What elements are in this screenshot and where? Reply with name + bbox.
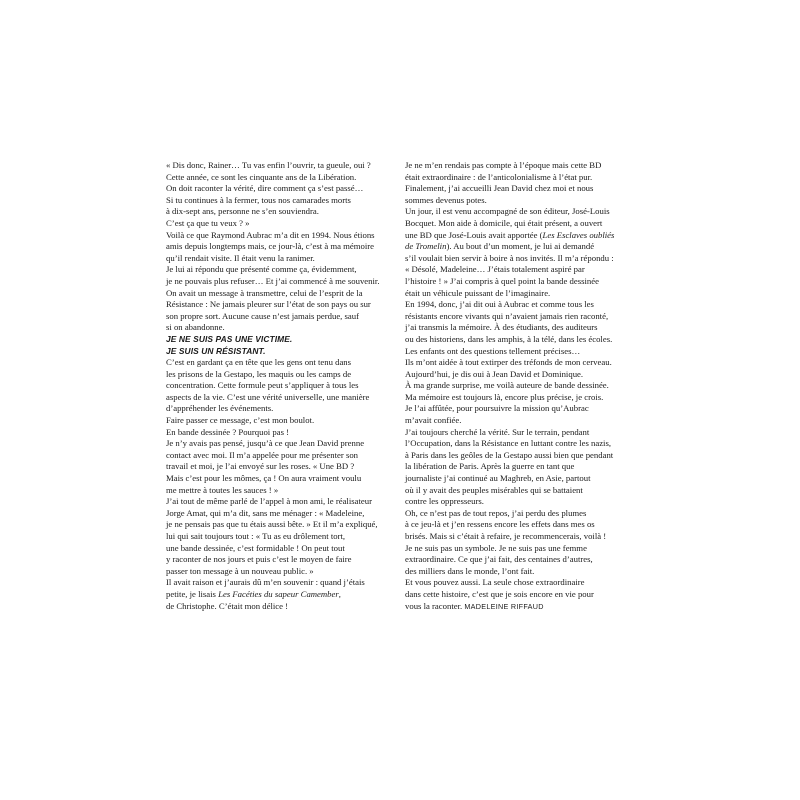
text-line: sommes devenus potes.	[405, 194, 487, 205]
text-line: contre les oppresseurs.	[405, 496, 484, 507]
text-line: d’appréhender les événements.	[166, 403, 274, 414]
text-segment: une BD que José-Louis avait apportée (	[405, 229, 543, 240]
text-line: On avait un message à transmettre, celui de l’esprit de la	[166, 287, 363, 298]
text-line: résistants encore vivants qui n’avaient jamais rien raconté,	[405, 310, 609, 321]
text-line: lui qui sait toujours tout : « Tu as eu drôlement tort,	[166, 531, 346, 541]
text-line: Jorge Amat, qui m’a dit, sans me ménager : « Madeleine,	[166, 507, 365, 518]
text-segment: vous la raconter.	[405, 600, 465, 611]
text-line: Aujourd’hui, je dis oui à Jean David et Dominique.	[405, 368, 584, 379]
text-line: passer ton message à un nouveau public. »	[166, 565, 314, 576]
text-line: Les enfants ont des questions tellement précises…	[405, 345, 581, 356]
text-line: concentration. Cette formule peut s’appliquer à tous les	[166, 380, 359, 391]
text-line: j’ai transmis la mémoire. À des étudiants, des auditeurs	[405, 322, 598, 333]
text-line: dans cette histoire, c’est que je sois encore en vie pour	[405, 588, 594, 599]
text-line: son propre sort. Aucune cause n’est jamais perdue, sauf	[166, 310, 359, 321]
text-line: Mais c’est pour les mômes, ça ! On aura vraiment voulu	[166, 473, 362, 484]
text-line: Si tu continues à la fermer, tous nos camarades morts	[166, 194, 351, 205]
text-line: les prisons de la Gestapo, les maquis ou les camps de	[166, 368, 352, 379]
text-line: Un jour, il est venu accompagné de son éditeur, José-Louis	[405, 206, 610, 217]
text-line	[166, 589, 398, 601]
text-line: m’avait confiée.	[405, 415, 462, 426]
text-line: C’est en gardant ça en tête que les gens ont tenu dans	[166, 357, 352, 368]
text-line: de Christophe. C’était mon délice !	[166, 600, 289, 611]
text-line	[405, 601, 643, 613]
text-line: ou des historiens, dans les amphis, à la télé, dans les écoles.	[405, 333, 613, 344]
text-line: Il avait raison et j’aurais dû m’en souvenir : quand j’étais	[166, 577, 365, 588]
text-line: à dix-sept ans, personne ne s’en souviendra.	[166, 206, 319, 217]
text-line	[405, 230, 643, 242]
text-line: Ma mémoire est toujours là, encore plus précise, je crois.	[405, 391, 604, 402]
book-title: Les Facéties du sapeur Camember	[218, 588, 339, 599]
text-segment: petite, je lisais	[166, 588, 219, 599]
text-line: était un véhicule puissant de l’imaginaire.	[405, 287, 551, 298]
text-line: à ce jeu-là et j’en ressens encore les effets dans mes os	[405, 519, 595, 530]
text-line: À ma grande surprise, me voilà auteure de bande dessinée.	[405, 380, 609, 391]
text-line: En 1994, donc, j’ai dit oui à Aubrac et comme tous les	[405, 299, 594, 310]
text-line: Voilà ce que Raymond Aubrac m’a dit en 1994. Nous étions	[166, 229, 375, 240]
emphasis-line: JE SUIS UN RÉSISTANT.	[166, 345, 266, 356]
text-line: Je n’y avais pas pensé, jusqu’à ce que Jean David prenne	[166, 438, 365, 449]
text-line: C’est ça que tu veux ? »	[166, 217, 250, 228]
text-line: une bande dessinée, c’est formidable ! On peut tout	[166, 542, 345, 553]
text-line: était extraordinaire : de l’anticolonialisme à l’état pur.	[405, 171, 593, 182]
text-line: extraordinaire. Ce que j’ai fait, des centaines d’autres,	[405, 554, 593, 565]
text-line: « Désolé, Madeleine… J’étais totalement aspiré par	[405, 264, 585, 275]
text-line: Oh, ce n’est pas de tout repos, j’ai perdu des plumes	[405, 507, 587, 518]
text-line: contact avec moi. Il m’a appelée pour me présenter son	[166, 449, 359, 460]
text-line: Cette année, ce sont les cinquante ans de la Libération.	[166, 171, 357, 182]
text-line: « Dis donc, Rainer… Tu vas enfin l’ouvrir, ta gueule, oui ?	[166, 160, 371, 170]
text-segment: ,	[338, 588, 341, 599]
text-column-right	[405, 160, 643, 612]
text-line: Je ne suis pas un symbole. Je ne suis pas une femme	[405, 542, 587, 553]
text-line: Résistance : Ne jamais pleurer sur l’état de son pays ou sur	[166, 299, 371, 310]
text-line: des milliers dans le monde, l’ont fait.	[405, 565, 535, 576]
text-line: Finalement, j’ai accueilli Jean David chez moi et nous	[405, 183, 594, 194]
emphasis-line: JE NE SUIS PAS UNE VICTIME.	[166, 333, 293, 344]
text-line: J’ai toujours cherché la vérité. Sur le terrain, pendant	[405, 426, 590, 437]
author-signature: MADELEINE RIFFAUD	[464, 601, 544, 611]
text-line: je ne pouvais plus refuser… Et j’ai commencé à me souvenir.	[166, 275, 380, 286]
text-line: Je lui ai répondu que présenté comme ça, évidemment,	[166, 264, 357, 275]
text-line: J’ai tout de même parlé de l’appel à mon ami, le réalisateur	[166, 496, 373, 507]
text-line: s’il voulait bien servir à boire à nos invités. Il m’a répondu :	[405, 252, 614, 263]
text-line: Et vous pouvez aussi. La seule chose extraordinaire	[405, 577, 585, 588]
text-line: à Paris dans les geôles de la Gestapo aussi bien que pendant	[405, 449, 614, 460]
text-line: travail et moi, je l’ai envoyé sur les roses. « Une BD ?	[166, 461, 355, 472]
text-line: amis depuis longtemps mais, ce jour-là, c’est à ma mémoire	[166, 241, 375, 252]
text-line: Ils m’ont aidée à tout extirper des tréfonds de mon cerveau.	[405, 357, 612, 368]
text-line: si on abandonne.	[166, 322, 225, 333]
text-line: y raconter de nos jours et puis c’est le moyen de faire	[166, 554, 352, 565]
text-line: l’Occupation, dans la Résistance en luttant contre les nazis,	[405, 438, 612, 449]
text-line: me mettre à toutes les sauces ! »	[166, 484, 279, 495]
text-line: On doit raconter la vérité, dire comment ça s’est passé…	[166, 183, 364, 194]
text-line: brisés. Mais si c’était à refaire, je recommencerais, voilà !	[405, 531, 607, 541]
text-line	[405, 241, 643, 253]
text-line: Bocquet. Mon aide à domicile, qui était présent, a ouvert	[405, 217, 603, 228]
text-line: aspects de la vie. C’est une vérité universelle, une manière	[166, 391, 370, 402]
text-line: En bande dessinée ? Pourquoi pas !	[166, 426, 290, 437]
book-title: Les Esclaves oubliés	[542, 229, 615, 240]
text-line: journaliste j’ai continué au Maghreb, en Asie, partout	[405, 473, 591, 484]
text-line: Je l’ai affûtée, pour poursuivre la mission qu’Aubrac	[405, 403, 589, 414]
text-segment: ). Au bout d’un moment, je lui ai demandé	[446, 241, 595, 252]
text-line: Faire passer ce message, c’est mon boulot.	[166, 415, 315, 426]
text-column-left	[166, 160, 398, 612]
text-line: l’histoire ! » J’ai compris à quel point la bande dessinée	[405, 275, 599, 286]
book-title: de Tromelin	[405, 241, 447, 252]
text-line: la libération de Paris. Après la guerre en tant que	[405, 461, 575, 472]
text-line: je ne pensais pas que tu étais aussi bête. » Et il m’a expliqué,	[166, 519, 378, 530]
text-line: qu’il rendait visite. Il était venu la ranimer.	[166, 252, 315, 263]
text-line: où il y avait des peuples misérables qui se battaient	[405, 484, 583, 495]
text-line: Je ne m’en rendais pas compte à l’époque mais cette BD	[405, 160, 602, 170]
